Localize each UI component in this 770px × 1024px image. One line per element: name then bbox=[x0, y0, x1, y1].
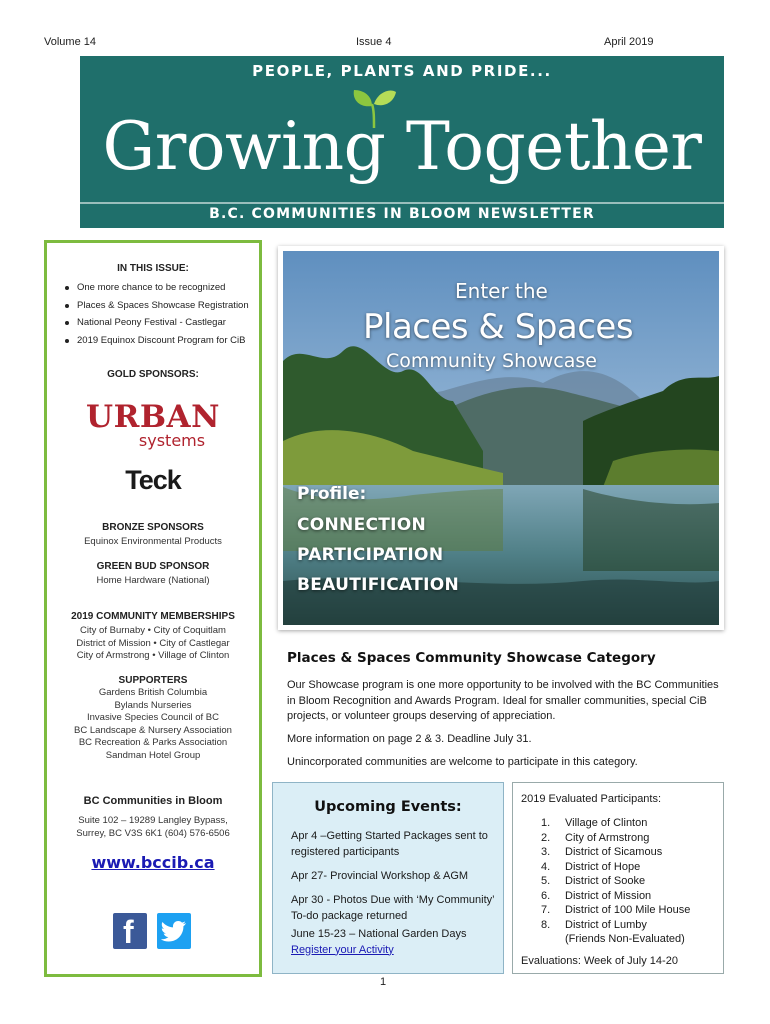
in-this-issue-heading: IN THIS ISSUE: bbox=[117, 263, 189, 274]
hero-word: PARTICIPATION bbox=[297, 545, 444, 565]
supporters-heading: SUPPORTERS bbox=[118, 675, 188, 686]
green-bud-heading: GREEN BUD SPONSOR bbox=[96, 561, 210, 572]
systems-logo-word: systems bbox=[138, 431, 206, 450]
website-link[interactable]: www.bccib.ca bbox=[91, 853, 215, 872]
twitter-icon[interactable] bbox=[157, 913, 191, 949]
hero-places-text: Places & Spaces bbox=[363, 307, 634, 347]
masthead bbox=[80, 56, 724, 228]
article-paragraph: Our Showcase program is one more opportunity to be involved with the BC Communities in Bloom Recognition and Awards Program. Ideal for smaller communities, special CiB projects, or volunteer groups deserving of appreciation. bbox=[287, 679, 719, 722]
participant-name: District of Lumby bbox=[565, 918, 647, 931]
supporter-line: Gardens British Columbia bbox=[98, 687, 208, 698]
page-number: 1 bbox=[380, 976, 387, 988]
issue-label: Issue 4 bbox=[356, 36, 392, 48]
masthead-title: Growing Together bbox=[102, 108, 702, 185]
participant-item bbox=[537, 889, 690, 904]
article-heading: Places & Spaces Community Showcase Category bbox=[287, 650, 656, 666]
upcoming-events-box bbox=[272, 782, 504, 974]
participant-name: District of Sooke bbox=[565, 875, 646, 887]
article-paragraph: Unincorporated communities are welcome to participate in this category. bbox=[287, 756, 638, 768]
facebook-icon[interactable]: f bbox=[113, 913, 147, 949]
evaluations-footer: Evaluations: Week of July 14-20 bbox=[521, 955, 678, 967]
participant-name: District of 100 Mile House bbox=[565, 904, 691, 916]
date-label: April 2019 bbox=[604, 36, 654, 48]
participant-name: District of Sicamous bbox=[565, 846, 663, 858]
hero-word: BEAUTIFICATION bbox=[297, 575, 459, 595]
supporter-line: Invasive Species Council of BC bbox=[86, 712, 219, 723]
events-heading: Upcoming Events: bbox=[314, 799, 462, 815]
hero-community-text: Community Showcase bbox=[386, 350, 597, 372]
participant-number: 1. bbox=[541, 817, 551, 829]
volume-label: Volume 14 bbox=[44, 36, 96, 48]
masthead-subtitle: B.C. COMMUNITIES IN BLOOM NEWSLETTER bbox=[209, 206, 595, 222]
hero-word: CONNECTION bbox=[297, 515, 427, 535]
social-links bbox=[111, 913, 201, 949]
bronze-sponsor: Equinox Environmental Products bbox=[84, 536, 222, 547]
participant-name: City of Armstrong bbox=[565, 831, 650, 844]
event-item: Apr 27- Provincial Workshop & AGM bbox=[291, 870, 469, 882]
participant-number: 6. bbox=[541, 889, 551, 902]
issue-item: Places & Spaces Showcase Registration bbox=[65, 297, 260, 315]
participant-note-text: (Friends Non-Evaluated) bbox=[565, 933, 685, 945]
membership-line: District of Mission • City of Castlegar bbox=[76, 637, 230, 649]
participant-item bbox=[537, 845, 690, 860]
participant-name: Village of Clinton bbox=[565, 817, 648, 829]
hero-enter-text: Enter the bbox=[455, 279, 548, 303]
participant-number: 7. bbox=[541, 904, 551, 916]
participant-item bbox=[537, 860, 690, 875]
showcase-photo-frame bbox=[278, 246, 724, 630]
participants-list bbox=[537, 816, 690, 947]
participant-name: District of Hope bbox=[565, 860, 641, 873]
participant-item bbox=[537, 816, 690, 831]
participants-heading: 2019 Evaluated Participants: bbox=[521, 793, 662, 805]
membership-line: City of Burnaby • City of Coquitlam bbox=[80, 625, 226, 636]
masthead-tagline: PEOPLE, PLANTS AND PRIDE... bbox=[252, 62, 552, 80]
participant-number: 4. bbox=[541, 860, 551, 873]
urban-logo-word: URBAN bbox=[86, 399, 220, 435]
participant-item bbox=[537, 874, 690, 889]
memberships-heading: 2019 COMMUNITY MEMBERSHIPS bbox=[71, 611, 235, 622]
contact-heading: BC Communities in Bloom bbox=[83, 795, 223, 807]
participant-number: 3. bbox=[541, 846, 551, 858]
address-line: Surrey, BC V3S 6K1 (604) 576-6506 bbox=[76, 827, 230, 839]
participant-number: 2. bbox=[541, 831, 551, 844]
supporter-line: BC Landscape & Nursery Association bbox=[74, 724, 232, 736]
register-activity-link[interactable]: Register your Activity bbox=[291, 943, 394, 956]
participant-item bbox=[537, 918, 690, 933]
issue-item: National Peony Festival - Castlegar bbox=[65, 314, 260, 332]
issue-item: One more chance to be recognized bbox=[65, 279, 260, 297]
urban-systems-logo bbox=[47, 401, 259, 449]
event-item: June 15-23 – National Garden Days bbox=[291, 928, 467, 940]
memberships-list bbox=[47, 625, 259, 663]
supporter-line: Bylands Nurseries bbox=[114, 699, 192, 711]
showcase-photo bbox=[283, 251, 719, 625]
participant-number: 8. bbox=[541, 918, 551, 931]
issue-item: 2019 Equinox Discount Program for CiB bbox=[65, 332, 260, 350]
address-line: Suite 102 – 19289 Langley Bypass, bbox=[78, 815, 228, 826]
supporters-list bbox=[47, 687, 259, 762]
event-item: Apr 4 –Getting Started Packages sent to registered participants bbox=[291, 830, 488, 858]
gold-sponsors-heading: GOLD SPONSORS: bbox=[107, 369, 199, 380]
supporter-line: Sandman Hotel Group bbox=[105, 749, 201, 761]
participant-note bbox=[537, 932, 690, 947]
membership-line: City of Armstrong • Village of Clinton bbox=[76, 650, 230, 661]
participants-box bbox=[512, 782, 724, 974]
teck-logo: Teck bbox=[125, 465, 181, 495]
sidebar bbox=[44, 240, 262, 977]
event-item: Apr 30 - Photos Due with ‘My Community’ To-do package returned bbox=[291, 894, 495, 922]
participant-name: District of Mission bbox=[565, 889, 652, 902]
participant-number: 5. bbox=[541, 875, 551, 887]
article-paragraph: More information on page 2 & 3. Deadline July 31. bbox=[287, 733, 532, 745]
hero-profile-text: Profile: bbox=[297, 484, 367, 504]
supporter-line: BC Recreation & Parks Association bbox=[78, 737, 228, 748]
green-bud-sponsor: Home Hardware (National) bbox=[96, 575, 210, 586]
contact-address bbox=[47, 815, 259, 840]
participant-item bbox=[537, 903, 690, 918]
event-item-group bbox=[291, 927, 501, 958]
in-this-issue-list bbox=[65, 279, 260, 349]
participant-item bbox=[537, 831, 690, 846]
bronze-sponsors-heading: BRONZE SPONSORS bbox=[102, 522, 204, 533]
